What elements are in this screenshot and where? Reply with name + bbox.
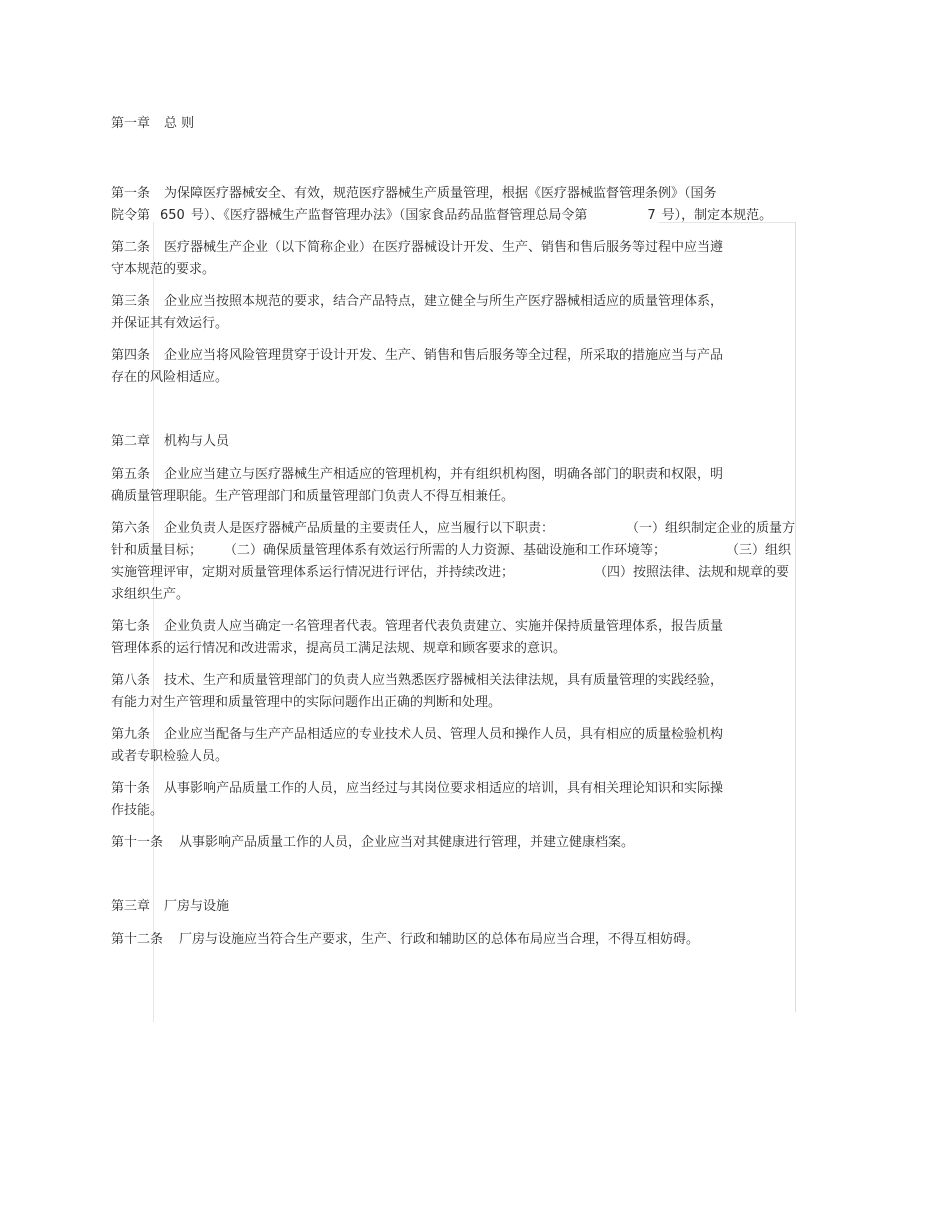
article-text: 企业负责人是医疗器械产品质量的主要责任人，应当履行以下职责： (164, 521, 555, 536)
article-label: 第四条 (111, 348, 151, 363)
article-text: 企业应当将风险管理贯穿于设计开发、生产、销售和售后服务等全过程，所采取的措施应当与产品 (164, 348, 724, 363)
chapter-title: 厂房与设施 (164, 899, 230, 914)
article-2 (111, 237, 831, 281)
article-text: 号），制定本规范。 (661, 208, 773, 223)
article-text: 作技能。 (111, 803, 164, 818)
chapter-heading (111, 896, 831, 918)
article-12 (111, 929, 831, 951)
article-7 (111, 616, 831, 660)
article-text: 实施管理评审，定期对质量管理体系运行情况进行评估，并持续改进； (111, 565, 515, 580)
article-text: （四）按照法律、法规和规章的要 (594, 565, 790, 580)
article-text: 管理体系的运行情况和改进需求，提高员工满足法规、规章和顾客要求的意识。 (111, 641, 567, 656)
article-5 (111, 464, 831, 508)
chapter-heading (111, 113, 831, 135)
article-label: 第三条 (111, 294, 151, 309)
chapter-title: 机构与人员 (164, 434, 230, 449)
article-8 (111, 670, 831, 714)
article-number: 650 (160, 208, 185, 223)
article-number: 7 (647, 208, 656, 223)
article-text: 医疗器械生产企业（以下简称企业）在医疗器械设计开发、生产、销售和售后服务等过程中应当遵 (164, 240, 724, 255)
article-6 (111, 518, 831, 606)
article-label: 第八条 (111, 673, 151, 688)
article-text: 院令第 (111, 208, 151, 223)
article-label: 第十条 (111, 781, 151, 796)
article-label: 第二条 (111, 240, 151, 255)
article-text: 求组织生产。 (111, 587, 190, 602)
article-text: （二）确保质量管理体系有效运行所需的人力资源、基础设施和工作环境等； (224, 543, 667, 558)
chapter-heading (111, 431, 831, 453)
article-9 (111, 724, 831, 768)
article-text: 企业应当建立与医疗器械生产相适应的管理机构，并有组织机构图，明确各部门的职责和权限，明 (164, 467, 724, 482)
article-text: （三）组织 (726, 543, 792, 558)
article-10 (111, 778, 831, 822)
article-label: 第九条 (111, 727, 151, 742)
article-text: 确质量管理职能。生产管理部门和质量管理部门负责人不得互相兼任。 (111, 489, 515, 504)
chapter-label: 第一章 (111, 116, 151, 131)
article-text: 或者专职检验人员。 (111, 749, 229, 764)
article-text: 号）、《医疗器械生产监督管理办法》（国家食品药品监督管理总局令第 (190, 208, 588, 223)
article-text: 存在的风险相适应。 (111, 370, 229, 385)
article-11 (111, 832, 831, 854)
document-body (111, 113, 831, 951)
article-text: 技术、生产和质量管理部门的负责人应当熟悉医疗器械相关法律法规，具有质量管理的实践经验， (164, 673, 724, 688)
article-1 (111, 183, 831, 227)
article-label: 第十一条 (111, 835, 164, 850)
article-3 (111, 291, 831, 335)
article-text: 企业应当配备与生产产品相适应的专业技术人员、管理人员和操作人员，具有相应的质量检验机构 (164, 727, 724, 742)
article-label: 第一条 (111, 186, 151, 201)
article-text: 厂房与设施应当符合生产要求，生产、行政和辅助区的总体布局应当合理，不得互相妨碍。 (179, 932, 700, 947)
article-label: 第七条 (111, 619, 151, 634)
article-text: 企业负责人应当确定一名管理者代表。管理者代表负责建立、实施并保持质量管理体系，报告质量 (164, 619, 724, 634)
article-4 (111, 345, 831, 389)
article-text: 从事影响产品质量工作的人员，企业应当对其健康进行管理，并建立健康档案。 (179, 835, 635, 850)
chapter-label: 第二章 (111, 434, 151, 449)
chapter-label: 第三章 (111, 899, 151, 914)
article-text: 为保障医疗器械安全、有效，规范医疗器械生产质量管理，根据《医疗器械监督管理条例》（国务 (164, 186, 717, 201)
article-text: （一）组织制定企业的质量方 (626, 521, 796, 536)
article-text: 并保证其有效运行。 (111, 316, 229, 331)
article-label: 第五条 (111, 467, 151, 482)
article-text: 针和质量目标； (111, 543, 203, 558)
article-text: 从事影响产品质量工作的人员，应当经过与其岗位要求相适应的培训，具有相关理论知识和实际操 (164, 781, 724, 796)
article-text: 守本规范的要求。 (111, 262, 216, 277)
chapter-title: 总 则 (164, 116, 195, 131)
article-label: 第十二条 (111, 932, 164, 947)
article-text: 有能力对生产管理和质量管理中的实际问题作出正确的判断和处理。 (111, 695, 502, 710)
article-label: 第六条 (111, 521, 151, 536)
article-text: 企业应当按照本规范的要求，结合产品特点，建立健全与所生产医疗器械相适应的质量管理体系， (164, 294, 724, 309)
